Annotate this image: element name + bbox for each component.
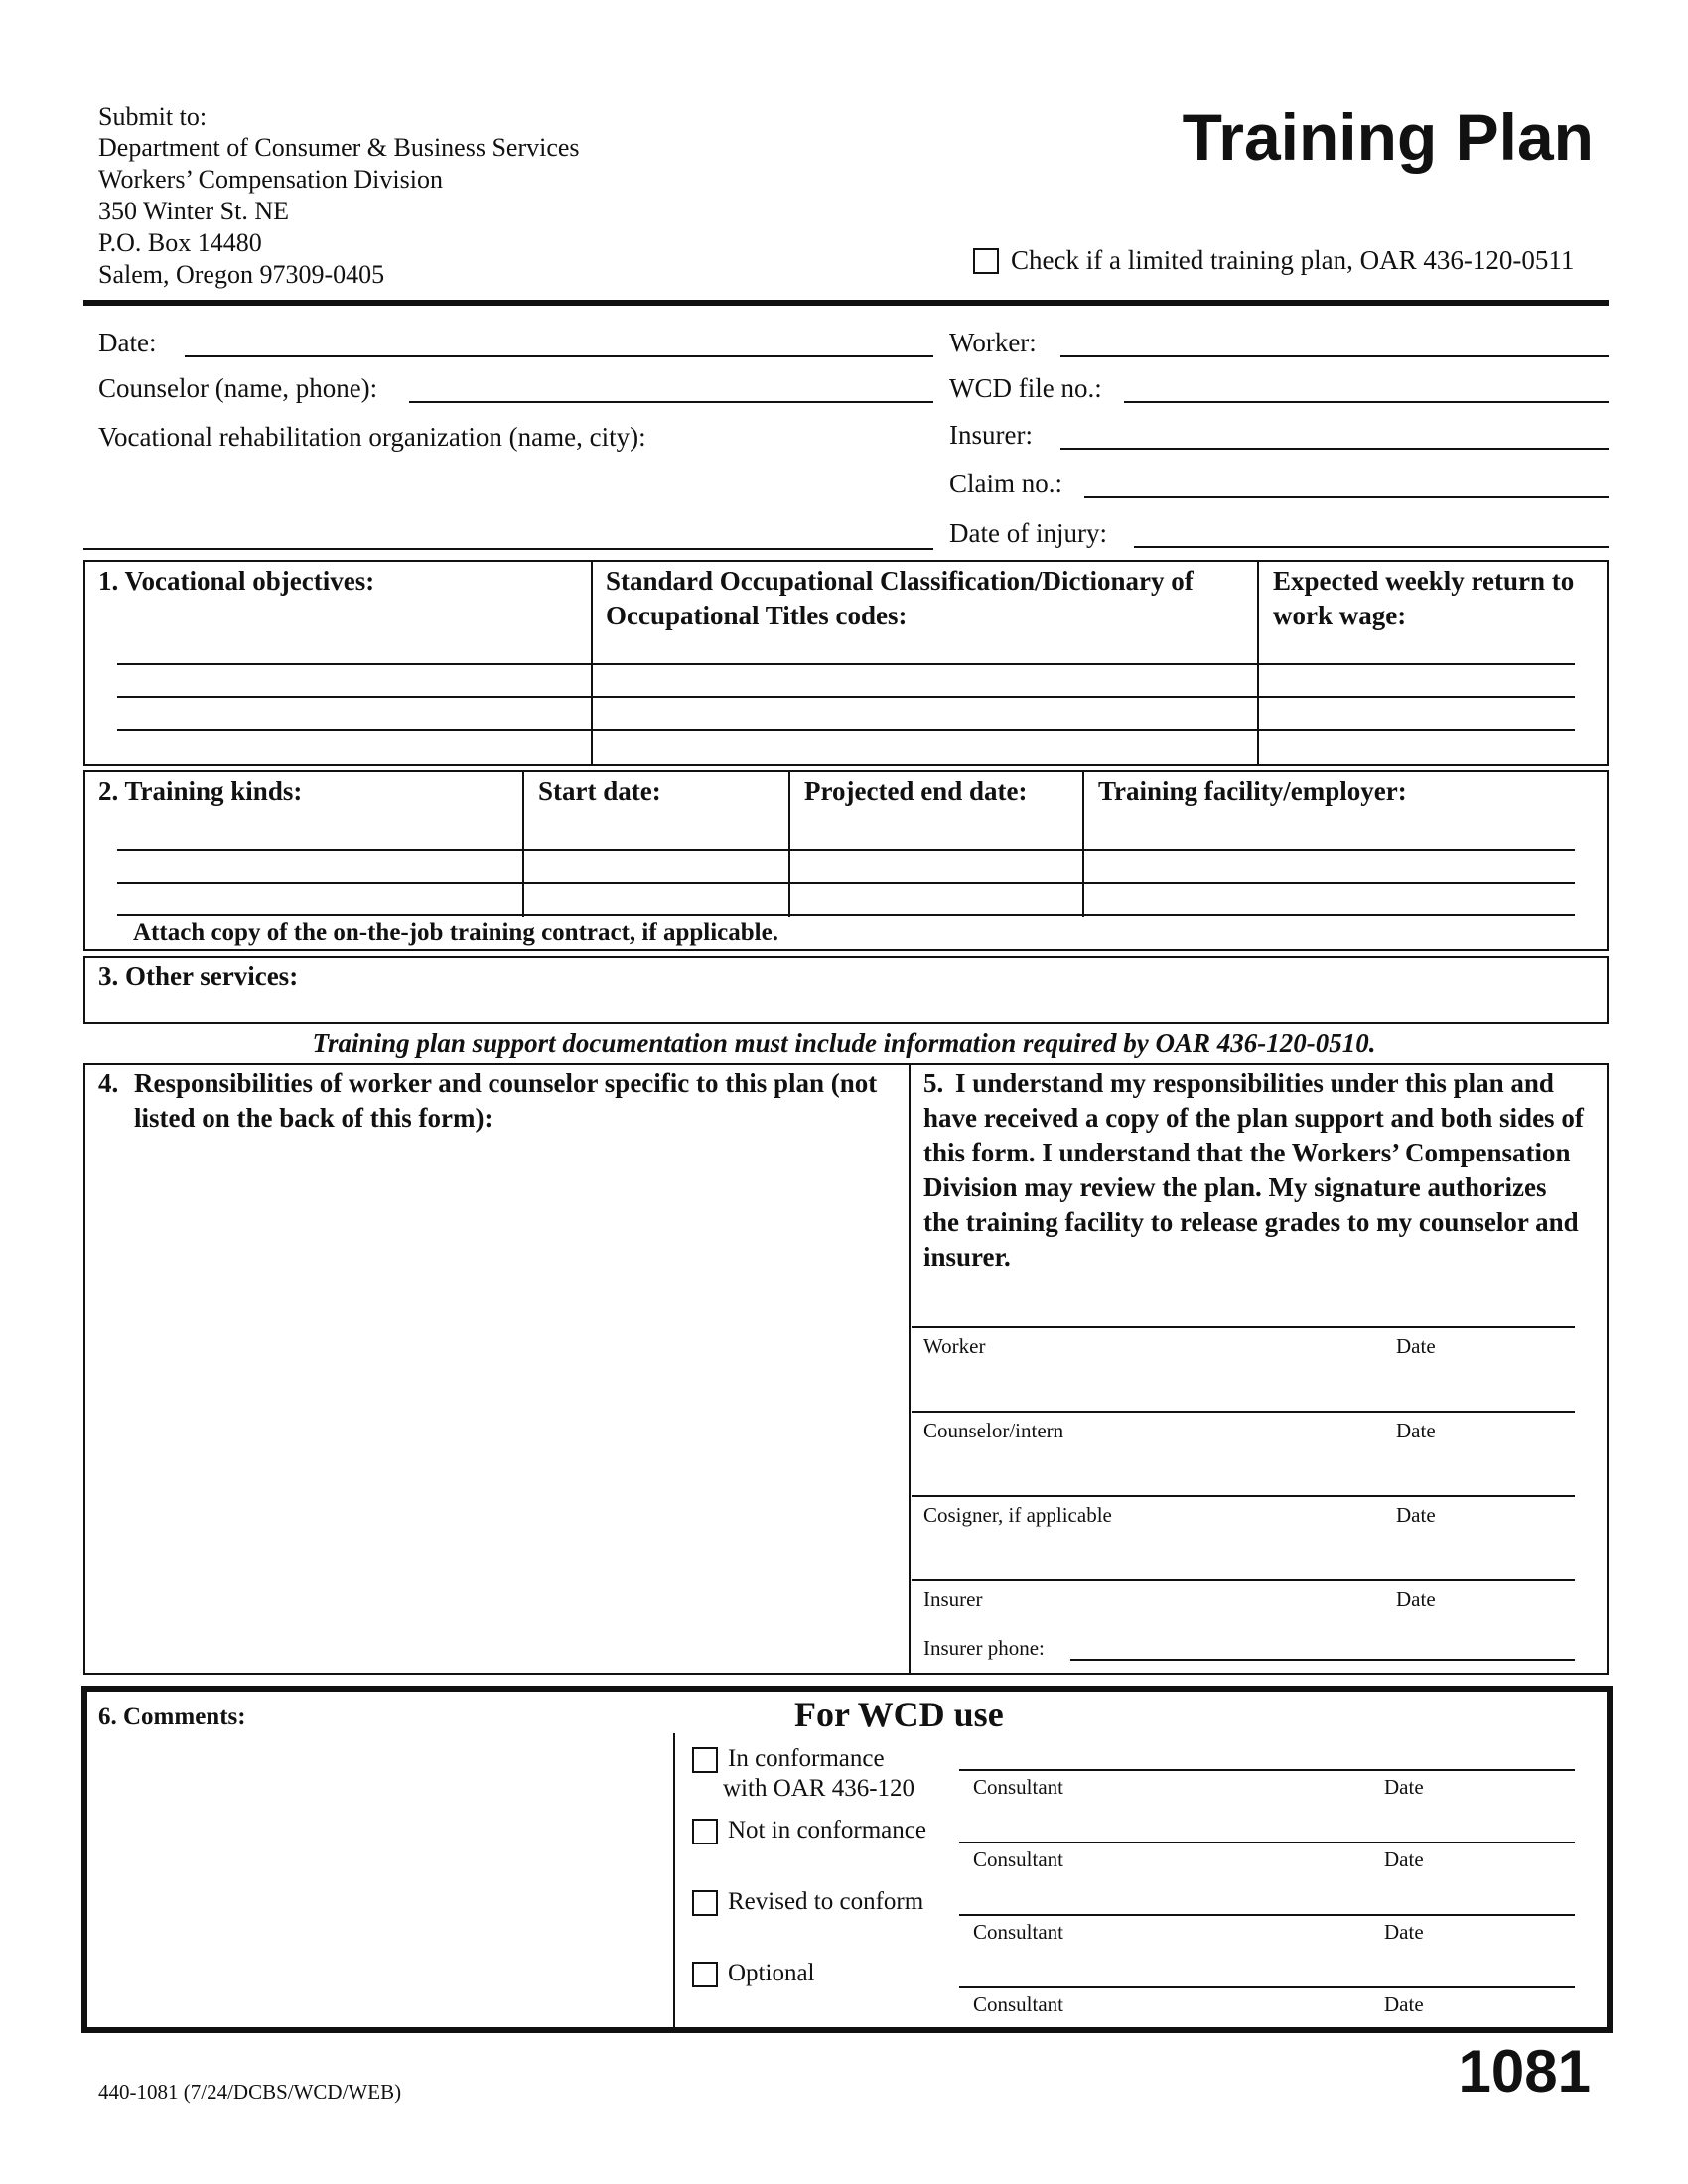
comments-label: 6. Comments: — [98, 1704, 246, 1730]
consultant-label-4: Consultant — [973, 1992, 1064, 2016]
worker-date-label: Date — [1396, 1334, 1436, 1358]
wcd-file-field[interactable] — [1124, 401, 1609, 403]
comments-area[interactable] — [91, 1739, 667, 2022]
insurer-phone-label: Insurer phone: — [923, 1636, 1045, 1660]
consultant-line-1[interactable] — [959, 1769, 1575, 1771]
counselor-field[interactable] — [409, 401, 933, 403]
responsibilities-area[interactable] — [89, 1142, 902, 1668]
revised-to-conform-label: Revised to conform — [728, 1888, 924, 1915]
consultant-date-label-1: Date — [1384, 1775, 1424, 1799]
worker-signature-line[interactable] — [912, 1326, 1575, 1328]
injury-date-label: Date of injury: — [949, 518, 1107, 548]
consultant-date-label-2: Date — [1384, 1847, 1424, 1871]
other-services-label: 3. Other services: — [98, 961, 299, 991]
weekly-wage-label: Expected weekly return to work wage: — [1273, 566, 1575, 630]
injury-date-field[interactable] — [1134, 546, 1609, 548]
consultant-line-3[interactable] — [959, 1914, 1575, 1916]
insurer-field[interactable] — [1060, 448, 1609, 450]
consultant-date-label-3: Date — [1384, 1920, 1424, 1944]
address-line-4: P.O. Box 14480 — [98, 228, 262, 257]
responsibilities-label: Responsibilities of worker and counselor specific to this plan (not listed on the back of this form): — [134, 1068, 878, 1133]
limited-plan-label: Check if a limited training plan, OAR 436-120-0511 — [1011, 245, 1575, 275]
training-kinds-label: 2. Training kinds: — [98, 776, 303, 806]
address-line-3: 350 Winter St. NE — [98, 197, 290, 225]
projected-end-date-label: Projected end date: — [804, 776, 1028, 806]
revised-to-conform-checkbox[interactable] — [692, 1890, 718, 1916]
wcd-use-title: For WCD use — [794, 1695, 1004, 1734]
section-2-divider-3 — [1082, 770, 1084, 917]
section-2-row-3[interactable] — [117, 914, 1575, 916]
counselor-signature-line[interactable] — [912, 1411, 1575, 1413]
claim-label: Claim no.: — [949, 469, 1062, 498]
consultant-line-2[interactable] — [959, 1842, 1575, 1843]
cosigner-signature-label: Cosigner, if applicable — [923, 1503, 1112, 1527]
page-title: Training Plan — [1182, 100, 1594, 174]
insurer-date-label: Date — [1396, 1587, 1436, 1611]
counselor-date-label: Date — [1396, 1419, 1436, 1442]
worker-signature-label: Worker — [923, 1334, 986, 1358]
section-3-box[interactable] — [83, 956, 1609, 1024]
section-6-divider — [673, 1733, 675, 2027]
limited-plan-checkbox[interactable] — [973, 248, 999, 274]
address-line-1: Department of Consumer & Business Services — [98, 133, 580, 162]
acknowledgment-text: I understand my responsibilities under this plan and have received a copy of the plan support and both sides of this form. I understand that the Workers’ Compensation Division may review the plan. My signature authorizes the training facility to release grades to my counselor and insurer. — [923, 1068, 1584, 1272]
in-conformance-checkbox[interactable] — [692, 1747, 718, 1773]
cosigner-date-label: Date — [1396, 1503, 1436, 1527]
training-facility-label: Training facility/employer: — [1098, 776, 1407, 806]
insurer-signature-line[interactable] — [912, 1579, 1575, 1581]
date-label: Date: — [98, 328, 157, 357]
not-in-conformance-checkbox[interactable] — [692, 1819, 718, 1844]
header-rule — [83, 300, 1609, 306]
optional-label: Optional — [728, 1960, 815, 1986]
address-line-5: Salem, Oregon 97309-0405 — [98, 260, 385, 289]
consultant-label-2: Consultant — [973, 1847, 1064, 1871]
in-conformance-label: In conformance — [728, 1745, 885, 1772]
consultant-label-1: Consultant — [973, 1775, 1064, 1799]
worker-label: Worker: — [949, 328, 1037, 357]
consultant-date-label-4: Date — [1384, 1992, 1424, 2016]
not-in-conformance-label: Not in conformance — [728, 1817, 926, 1843]
insurer-label: Insurer: — [949, 420, 1033, 450]
date-field[interactable] — [185, 355, 933, 357]
voc-org-label: Vocational rehabilitation organization (name, city): — [98, 422, 646, 452]
section-1-row-2[interactable] — [117, 696, 1575, 698]
wcd-file-label: WCD file no.: — [949, 373, 1102, 403]
support-documentation-note: Training plan support documentation must include information required by OAR 436-120-0510. — [312, 1028, 1376, 1058]
section-2-divider-1 — [522, 770, 524, 917]
insurer-phone-field[interactable] — [1070, 1659, 1575, 1661]
section-2-row-1[interactable] — [117, 849, 1575, 851]
claim-field[interactable] — [1084, 496, 1609, 498]
optional-checkbox[interactable] — [692, 1962, 718, 1987]
worker-field[interactable] — [1060, 355, 1609, 357]
section-5-number: 5. — [923, 1068, 944, 1098]
consultant-label-3: Consultant — [973, 1920, 1064, 1944]
voc-org-field[interactable] — [83, 548, 933, 550]
section-4-5-divider — [909, 1063, 911, 1675]
occupational-codes-label: Standard Occupational Classification/Dictionary of Occupational Titles codes: — [606, 566, 1194, 630]
section-4-number: 4. — [98, 1068, 119, 1098]
section-2-divider-2 — [788, 770, 790, 917]
ojt-contract-note: Attach copy of the on-the-job training contract, if applicable. — [133, 919, 778, 946]
start-date-label: Start date: — [538, 776, 661, 806]
counselor-label: Counselor (name, phone): — [98, 373, 378, 403]
section-1-row-3[interactable] — [117, 729, 1575, 731]
section-1-row-1[interactable] — [117, 663, 1575, 665]
counselor-signature-label: Counselor/intern — [923, 1419, 1064, 1442]
submit-to-label: Submit to: — [98, 102, 208, 131]
form-code: 440-1081 (7/24/DCBS/WCD/WEB) — [98, 2080, 402, 2104]
form-number: 1081 — [1458, 2038, 1591, 2105]
cosigner-signature-line[interactable] — [912, 1495, 1575, 1497]
vocational-objectives-label: 1. Vocational objectives: — [98, 566, 375, 596]
section-2-row-2[interactable] — [117, 882, 1575, 884]
insurer-signature-label: Insurer — [923, 1587, 983, 1611]
in-conformance-label-2: with OAR 436-120 — [723, 1775, 915, 1802]
consultant-line-4[interactable] — [959, 1986, 1575, 1988]
address-line-2: Workers’ Compensation Division — [98, 165, 443, 194]
